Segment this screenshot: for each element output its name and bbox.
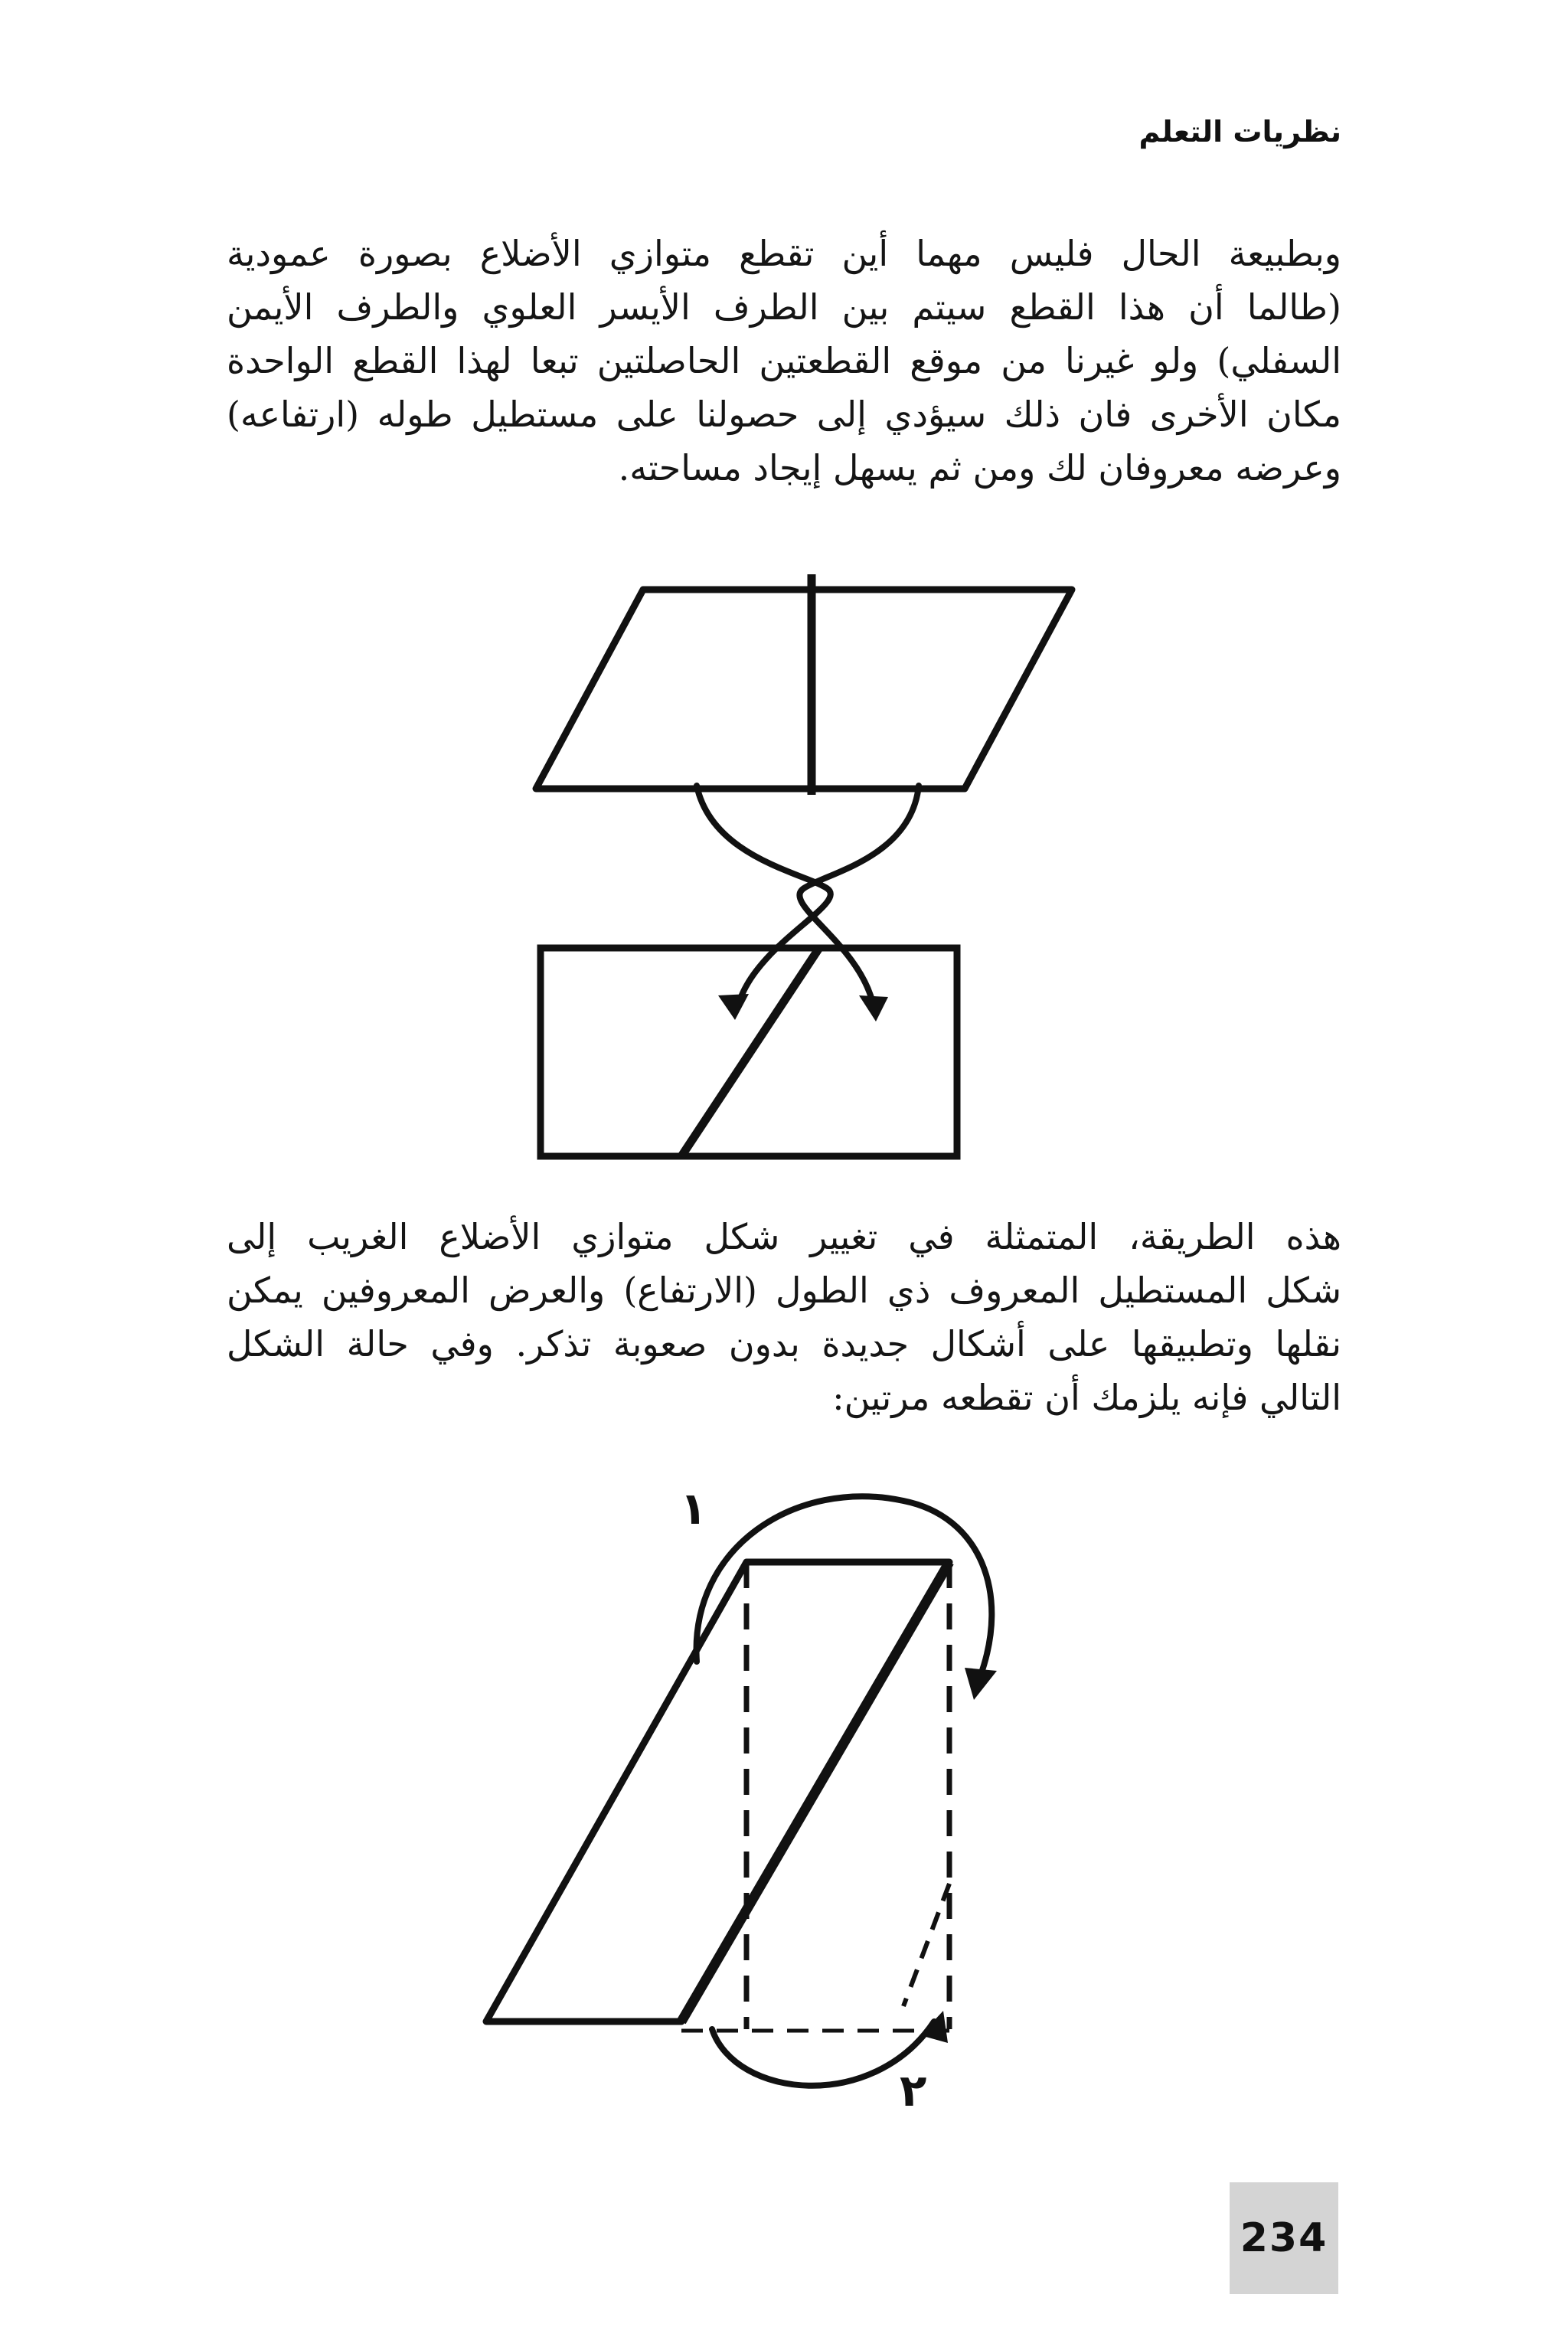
page-number: 234 xyxy=(1240,2215,1328,2261)
cut-label-1: ١ xyxy=(680,1482,707,1535)
paragraph-line: التالي فإنه يلزمك أن تقطعه مرتين: xyxy=(832,1377,1341,1418)
paragraph-line: شكل المستطيل المعروف ذي الطول (الارتفاع) والعرض المعروفين يمكن xyxy=(227,1270,1341,1311)
swap-arrow-left xyxy=(697,786,831,1003)
diagonal-cut-line xyxy=(681,1562,949,2022)
swap-arrow-right xyxy=(799,786,919,1003)
cut-label-2: ٢ xyxy=(900,2064,927,2116)
parallelogram-shape xyxy=(536,590,1072,789)
paragraph-line: السفلي) ولو غيرنا من موقع القطعتين الحاصلتين تبعا لهذا القطع الواحدة xyxy=(227,340,1341,381)
arrowhead-right xyxy=(859,995,888,1021)
double-cut-parallelogram-diagram xyxy=(475,1470,1057,2159)
arrowhead-left xyxy=(718,994,749,1020)
paragraph-2 xyxy=(227,1210,1341,1424)
paragraph-line: مكان الأخرى فان ذلك سيؤدي إلى حصولنا على مستطيل طوله (ارتفاعه) xyxy=(227,394,1341,435)
dashed-small-diagonal xyxy=(903,1884,949,2006)
page-number-box xyxy=(1230,2182,1338,2294)
arrowhead-1 xyxy=(965,1668,997,1700)
running-header-title: نظريات التعلم xyxy=(1138,115,1341,149)
paragraph-line: (طالما أن هذا القطع سيتم بين الطرف الأيسر العلوي والطرف الأيمن xyxy=(227,286,1341,328)
paragraph-line: نقلها وتطبيقها على أشكال جديدة بدون صعوبة تذكر. وفي حالة الشكل xyxy=(227,1323,1341,1365)
paragraph-line: وعرضه معروفان لك ومن ثم يسهل إيجاد مساحته. xyxy=(618,447,1341,489)
parallelogram-to-rectangle-diagram xyxy=(505,551,1087,1210)
paragraph-line: وبطبيعة الحال فليس مهما أين تقطع متوازي الأضلاع بصورة عمودية xyxy=(227,233,1341,274)
paragraph-1 xyxy=(227,227,1341,495)
paragraph-line: هذه الطريقة، المتمثلة في تغيير شكل متوازي الأضلاع الغريب إلى xyxy=(227,1216,1341,1257)
